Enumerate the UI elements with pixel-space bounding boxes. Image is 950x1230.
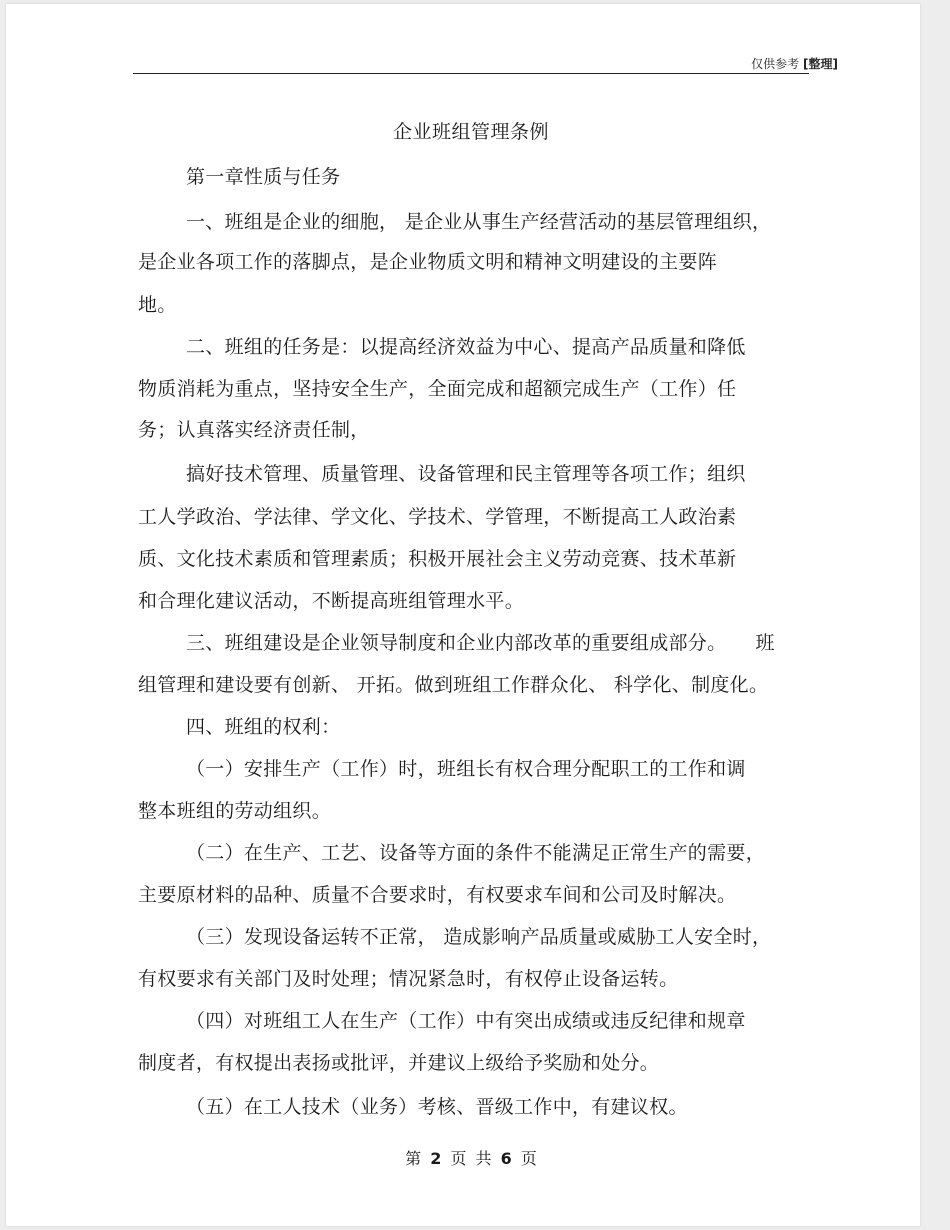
- current-page-number: 2: [430, 1149, 442, 1168]
- header-divider: [133, 73, 809, 74]
- header-note-prefix: 仅供参考: [751, 57, 800, 71]
- paragraph-line: 是企业各项工作的落脚点，是企业物质文明和精神文明建设的主要阵: [138, 251, 718, 273]
- paragraph-line: 二、班组的任务是：以提高经济效益为中心、提高产品质量和降低: [186, 336, 746, 358]
- paragraph-line: （二）在生产、工艺、设备等方面的条件不能满足正常生产的需要，: [186, 842, 766, 864]
- paragraph-line: （一）安排生产（工作）时，班组长有权合理分配职工的工作和调: [186, 758, 746, 780]
- paragraph-line: （三）发现设备运转不正常， 造成影响产品质量或威胁工人安全时，: [186, 926, 772, 948]
- paragraph-line: 制度者，有权提出表扬或批评，并建议上级给予奖励和处分。: [138, 1052, 660, 1074]
- paragraph-line: 务；认真落实经济责任制，: [138, 419, 370, 441]
- footer-prefix: 第: [405, 1149, 422, 1168]
- paragraph-line: 工人学政治、学法律、学文化、学技术、学管理，不断提高工人政治素: [138, 506, 737, 528]
- header-note: [751, 55, 838, 72]
- paragraph-line: 主要原材料的品种、质量不合要求时，有权要求车间和公司及时解决。: [138, 884, 737, 906]
- paragraph-line: 物质消耗为重点，坚持安全生产，全面完成和超额完成生产（工作）任: [138, 378, 737, 400]
- paragraph-line: 和合理化建议活动，不断提高班组管理水平。: [138, 590, 525, 612]
- document-title: 企业班组管理条例: [392, 121, 549, 143]
- document-page: [6, 4, 920, 1226]
- chapter-heading: 第一章性质与任务: [186, 166, 341, 188]
- paragraph-line: （四）对班组工人在生产（工作）中有突出成绩或违反纪律和规章: [186, 1010, 746, 1032]
- total-page-count: 6: [500, 1149, 512, 1168]
- section-heading: 四、班组的权利：: [186, 716, 341, 738]
- paragraph-line: 一、班组是企业的细胞， 是企业从事生产经营活动的基层管理组织，: [186, 211, 772, 233]
- footer-suffix: 页: [520, 1149, 537, 1168]
- header-note-bracket: [整理]: [803, 57, 838, 71]
- paragraph-line: 有权要求有关部门及时处理；情况紧急时，有权停止设备运转。: [138, 968, 679, 990]
- paragraph-line: 质、文化技术素质和管理素质；积极开展社会主义劳动竞赛、技术革新: [138, 548, 737, 570]
- paragraph-line: 地。: [138, 294, 177, 316]
- page-number-footer: [133, 1146, 809, 1169]
- paragraph-line: 搞好技术管理、质量管理、设备管理和民主管理等各项工作；组织: [186, 463, 746, 485]
- paragraph-line: 组管理和建设要有创新、 开拓。做到班组工作群众化、 科学化、制度化。: [138, 674, 769, 696]
- paragraph-line: 三、班组建设是企业领导制度和企业内部改革的重要组成部分。 班: [186, 632, 775, 654]
- paragraph-line: 整本班组的劳动组织。: [138, 800, 332, 822]
- footer-middle: 页 共: [450, 1149, 492, 1168]
- paragraph-line: （五）在工人技术（业务）考核、晋级工作中，有建议权。: [186, 1096, 688, 1118]
